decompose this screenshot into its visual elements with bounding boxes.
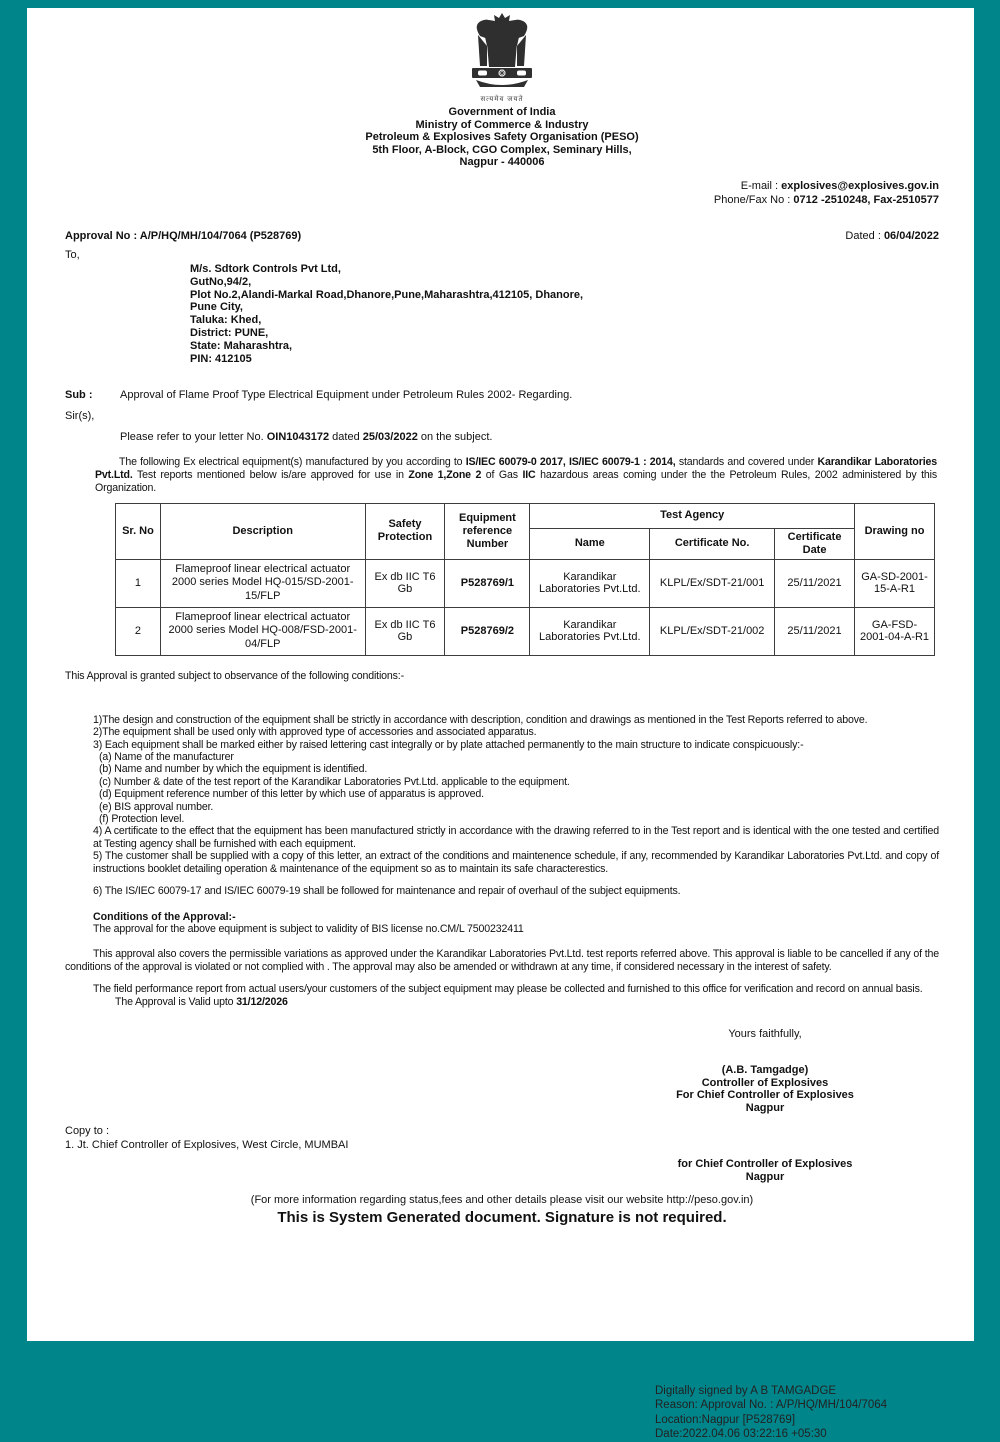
digital-signed-by: Digitally signed by A B TAMGADGE [655, 1384, 837, 1397]
cell-safety: Ex db IIC T6 Gb [365, 559, 445, 607]
digital-location: Location:Nagpur [P528769] [655, 1413, 796, 1426]
cell-description: Flameproof linear electrical actuator 2000 series Model HQ-015/SD-2001-15/FLP [160, 559, 365, 607]
for-chief-location: Nagpur [745, 1170, 785, 1183]
sub-condition-c: (c) Number & date of the test report of the Karandikar Laboratories Pvt.Ltd. applicable to the equipment. [99, 775, 570, 788]
salutation: Sir(s), [65, 410, 95, 423]
header-line-govt: Government of India [448, 106, 556, 118]
equipment-table [115, 503, 935, 656]
valid-upto-line: The Approval is Valid upto 31/12/2026 [115, 995, 288, 1008]
conditions-heading: Conditions of the Approval:- [93, 911, 236, 924]
for-chief-line: for Chief Controller of Explosives [677, 1158, 853, 1170]
address-line: Plot No.2,Alandi-Markal Road,Dhanore,Pune,Maharashtra,412105, Dhanore, [190, 288, 584, 301]
table-row [116, 559, 935, 607]
refer-line: Please refer to your letter No. OIN1043172 dated 25/03/2022 on the subject. [120, 431, 493, 444]
header-line-address: 5th Floor, A-Block, CGO Complex, Seminary Hills, [372, 143, 632, 156]
emblem-motto: सत्यमेव जयते [480, 96, 524, 103]
address-line: State: Maharashtra, [190, 339, 293, 352]
dated-line: Dated : 06/04/2022 [845, 229, 939, 242]
ashoka-emblem-icon [465, 12, 539, 92]
signatory-location: Nagpur [745, 1102, 785, 1115]
cell-cert-no: KLPL/Ex/SDT-21/002 [650, 607, 775, 655]
condition-item-3: 3) Each equipment shall be marked either by raised lettering cast integrally or by plate attached permanently to the main structure to indicate conspicuously:- [93, 738, 804, 751]
col-test-agency: Test Agency [530, 503, 855, 528]
sub-condition-b: (b) Name and number by which the equipment is identified. [99, 763, 368, 776]
cell-cert-no: KLPL/Ex/SDT-21/001 [650, 559, 775, 607]
cell-agency: Karandikar Laboratories Pvt.Ltd. [530, 559, 650, 607]
header-line-city: Nagpur - 440006 [459, 156, 545, 169]
subject-row [65, 389, 939, 401]
digital-reason: Reason: Approval No. : A/P/HQ/MH/104/7064 [655, 1399, 888, 1412]
col-certificate-date: Certificate Date [775, 528, 855, 559]
approval-row [65, 230, 939, 242]
address-line: Taluka: Khed, [190, 314, 262, 327]
col-description: Description [160, 503, 365, 559]
condition-item-2: 2)The equipment shall be used only with approved type of accessories and associated apparatus. [93, 726, 537, 739]
table-row [116, 607, 935, 655]
cell-sr: 2 [116, 607, 161, 655]
cell-cert-date: 25/11/2021 [775, 559, 855, 607]
address-line: Pune City, [190, 301, 243, 314]
email-line: E-mail : explosives@explosives.gov.in [740, 179, 939, 192]
col-safety-protection: Safety Protection [365, 503, 445, 559]
cell-safety: Ex db IIC T6 Gb [365, 607, 445, 655]
col-agency-name: Name [530, 528, 650, 559]
condition-item-5: 5) The customer shall be supplied with a copy of this letter, an extract of the conditions and maintenence schedule, if any, recommended by Karandikar Laboratories Pvt.Ltd. and copy of instructions booklet detailing operation & maintenance of the equipment so as to maintain its safe characterestics. [93, 850, 939, 875]
digital-signature-block [655, 1384, 939, 1442]
sub-condition-f: (f) Protection level. [99, 812, 185, 825]
cell-eq-ref: P528769/2 [445, 607, 530, 655]
cell-cert-date: 25/11/2021 [775, 607, 855, 655]
address-line: M/s. Sdtork Controls Pvt Ltd, [190, 262, 341, 275]
copy-to-block [65, 1125, 939, 1152]
contact-block [65, 179, 939, 208]
condition-item-6: 6) The IS/IEC 60079-17 and IS/IEC 60079-19 shall be followed for maintenance and repair of overhaul of the subject equipments. [93, 885, 681, 898]
permissible-paragraph: This approval also covers the permissible variations as approved under the Karandikar Laboratories Pvt.Ltd. test reports referred above. This approval is liable to be cancelled if any of the conditions of the approval is violated or not complied with . The approval may also be amended or withdrawn at any time, if considered necessary in the interest of safety. [65, 948, 939, 974]
copy-to-label: Copy to : [65, 1125, 110, 1137]
condition-item-4: 4) A certificate to the effect that the equipment has been manufactured strictly in accordance with the drawing referred to in the Test report and is identical with the one tested and certified at Testing agency shall be furnished with each equipment. [93, 825, 939, 850]
address-line: District: PUNE, [190, 326, 269, 339]
sub-condition-a: (a) Name of the manufacturer [99, 750, 234, 763]
col-sr-no: Sr. No [116, 503, 161, 559]
document [27, 8, 974, 1441]
address-line: GutNo,94/2, [190, 275, 252, 288]
cell-drawing: GA-FSD-2001-04-A-R1 [855, 607, 935, 655]
subject-text: Approval of Flame Proof Type Electrical Equipment under Petroleum Rules 2002- Regarding. [120, 389, 573, 402]
cell-eq-ref: P528769/1 [445, 559, 530, 607]
copy-to-item: 1. Jt. Chief Controller of Explosives, West Circle, MUMBAI [65, 1138, 349, 1151]
system-generated-line: This is System Generated document. Signature is not required. [277, 1208, 727, 1226]
cell-agency: Karandikar Laboratories Pvt.Ltd. [530, 607, 650, 655]
letterhead [65, 106, 939, 169]
signatory-title-2: For Chief Controller of Explosives [676, 1089, 854, 1102]
emblem-wrap [65, 12, 939, 104]
field-report-paragraph: The field performance report from actual users/your customers of the subject equipment may please be collected and furnished to this office for verification and record on annual basis. [93, 983, 923, 996]
signatory-name: (A.B. Tamgadge) [721, 1063, 809, 1076]
sub-condition-e: (e) BIS approval number. [99, 800, 214, 813]
bis-license-line: The approval for the above equipment is subject to validity of BIS license no.CM/L 7500232411 [93, 923, 524, 936]
sub-condition-d: (d) Equipment reference number of this letter by which use of apparatus is approved. [99, 788, 484, 801]
cell-description: Flameproof linear electrical actuator 2000 series Model HQ-008/FSD-2001-04/FLP [160, 607, 365, 655]
yours-faithfully: Yours faithfully, [728, 1027, 802, 1040]
address-block [190, 263, 939, 365]
intro-paragraph: The following Ex electrical equipment(s) manufactured by you according to IS/IEC 60079-0 2017, IS/IEC 60079-1 : 2014, standards and covered under Karandikar Laboratories Pvt.Ltd. Test reports mentioned below is/are approved for use in Zone 1,Zone 2 of Gas IIC hazardous areas coming under the the Petroleum Rules, 2002 administered by this Organization. [95, 456, 937, 494]
col-drawing-no: Drawing no [855, 503, 935, 559]
to-label: To, [65, 248, 80, 261]
col-equipment-ref: Equipment reference Number [445, 503, 530, 559]
for-chief-block [615, 1158, 915, 1184]
footer-info-line: (For more information regarding status,fees and other details please visit our website http://peso.gov.in) [250, 1193, 754, 1206]
signatory-block [615, 1064, 915, 1115]
condition-item-1: 1)The design and construction of the equipment shall be strictly in accordance with description, condition and drawings as mentioned in the Test Reports referred to above. [93, 713, 868, 726]
cell-sr: 1 [116, 559, 161, 607]
granted-line: This Approval is granted subject to observance of the following conditions:- [65, 669, 404, 682]
signature-column [615, 1028, 915, 1115]
col-certificate-no: Certificate No. [650, 528, 775, 559]
header-line-ministry: Ministry of Commerce & Industry [415, 118, 589, 131]
signatory-title-1: Controller of Explosives [701, 1076, 829, 1089]
conditions-list [65, 714, 939, 898]
approval-number: Approval No : A/P/HQ/MH/104/7064 (P528769) [65, 229, 302, 242]
cell-drawing: GA-SD-2001-15-A-R1 [855, 559, 935, 607]
digital-date: Date:2022.04.06 03:22:16 +05:30 [655, 1428, 827, 1441]
subject-label: Sub : [65, 389, 93, 402]
phone-line: Phone/Fax No : 0712 -2510248, Fax-2510577 [713, 194, 939, 207]
for-chief-column [615, 1158, 915, 1184]
header-line-org: Petroleum & Explosives Safety Organisation (PESO) [365, 131, 639, 144]
address-line: PIN: 412105 [190, 352, 252, 365]
